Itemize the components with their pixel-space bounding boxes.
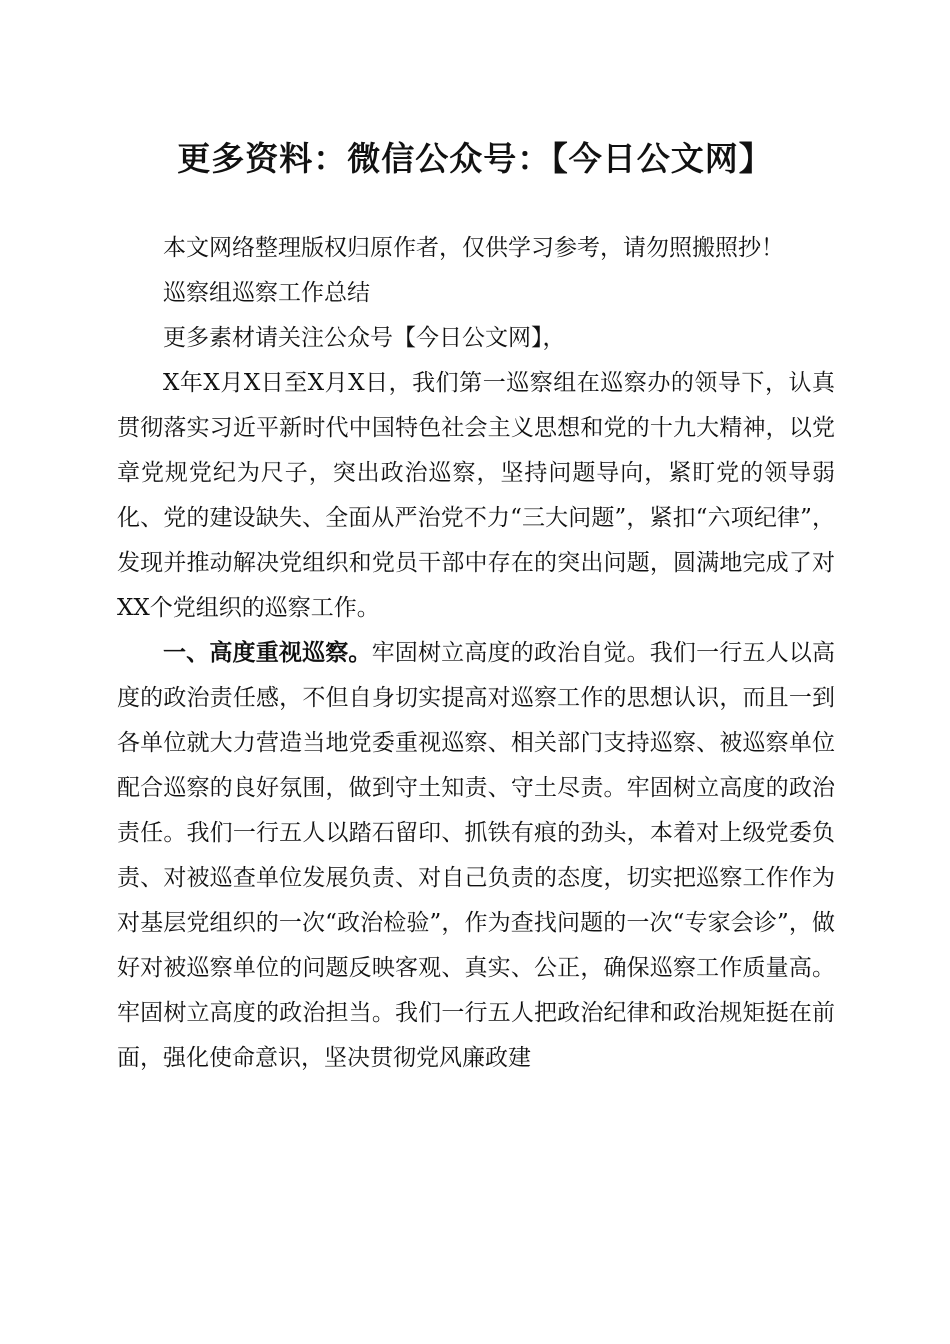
promo-line: 更多素材请关注公众号【今日公文网】， xyxy=(163,325,566,351)
disclaimer-line: 本文网络整理版权归原作者，仅供学习参考，请勿照搬照抄！ xyxy=(163,235,784,261)
page-title: 更多资料：微信公众号：【今日公文网】 xyxy=(177,139,773,178)
section-1-heading: 一、高度重视巡察。 xyxy=(163,640,372,666)
document-body xyxy=(117,226,835,1081)
paragraph-intro: X年X月X日至X月X日，我们第一巡察组在巡察办的领导下，认真贯彻落实习近平新时代中国特色社会主义思想和党的十九大精神，以党章党规党纪为尺子，突出政治巡察，坚持问题导向，紧盯党的领导弱化、党的建设缺失、全面从严治党不力“三大问题”，紧扣“六项纪律”，发现并推动解决党组织和党员干部中存在的突出问题，圆满地完成了对XX个党组织的巡察工作。 xyxy=(117,370,835,621)
document-title-line: 巡察组巡察工作总结 xyxy=(163,280,370,306)
section-1-text: 牢固树立高度的政治自觉。我们一行五人以高度的政治责任感，不但自身切实提高对巡察工作的思想认识，而且一到各单位就大力营造当地党委重视巡察、相关部门支持巡察、被巡察单位配合巡察的良好氛围，做到守土知责、守土尽责。牢固树立高度的政治责任。我们一行五人以踏石留印、抓铁有痕的劲头，本着对上级党委负责、对被巡查单位发展负责、对自己负责的态度，切实把巡察工作作为对基层党组织的一次“政治检验”，作为查找问题的一次“专家会诊”，做好对被巡察单位的问题反映客观、真实、公正，确保巡察工作质量高。牢固树立高度的政治担当。我们一行五人把政治纪律和政治规矩挺在前面，强化使命意识，坚决贯彻党风廉政建 xyxy=(117,640,836,1071)
paragraph-section-1 xyxy=(117,631,835,1081)
